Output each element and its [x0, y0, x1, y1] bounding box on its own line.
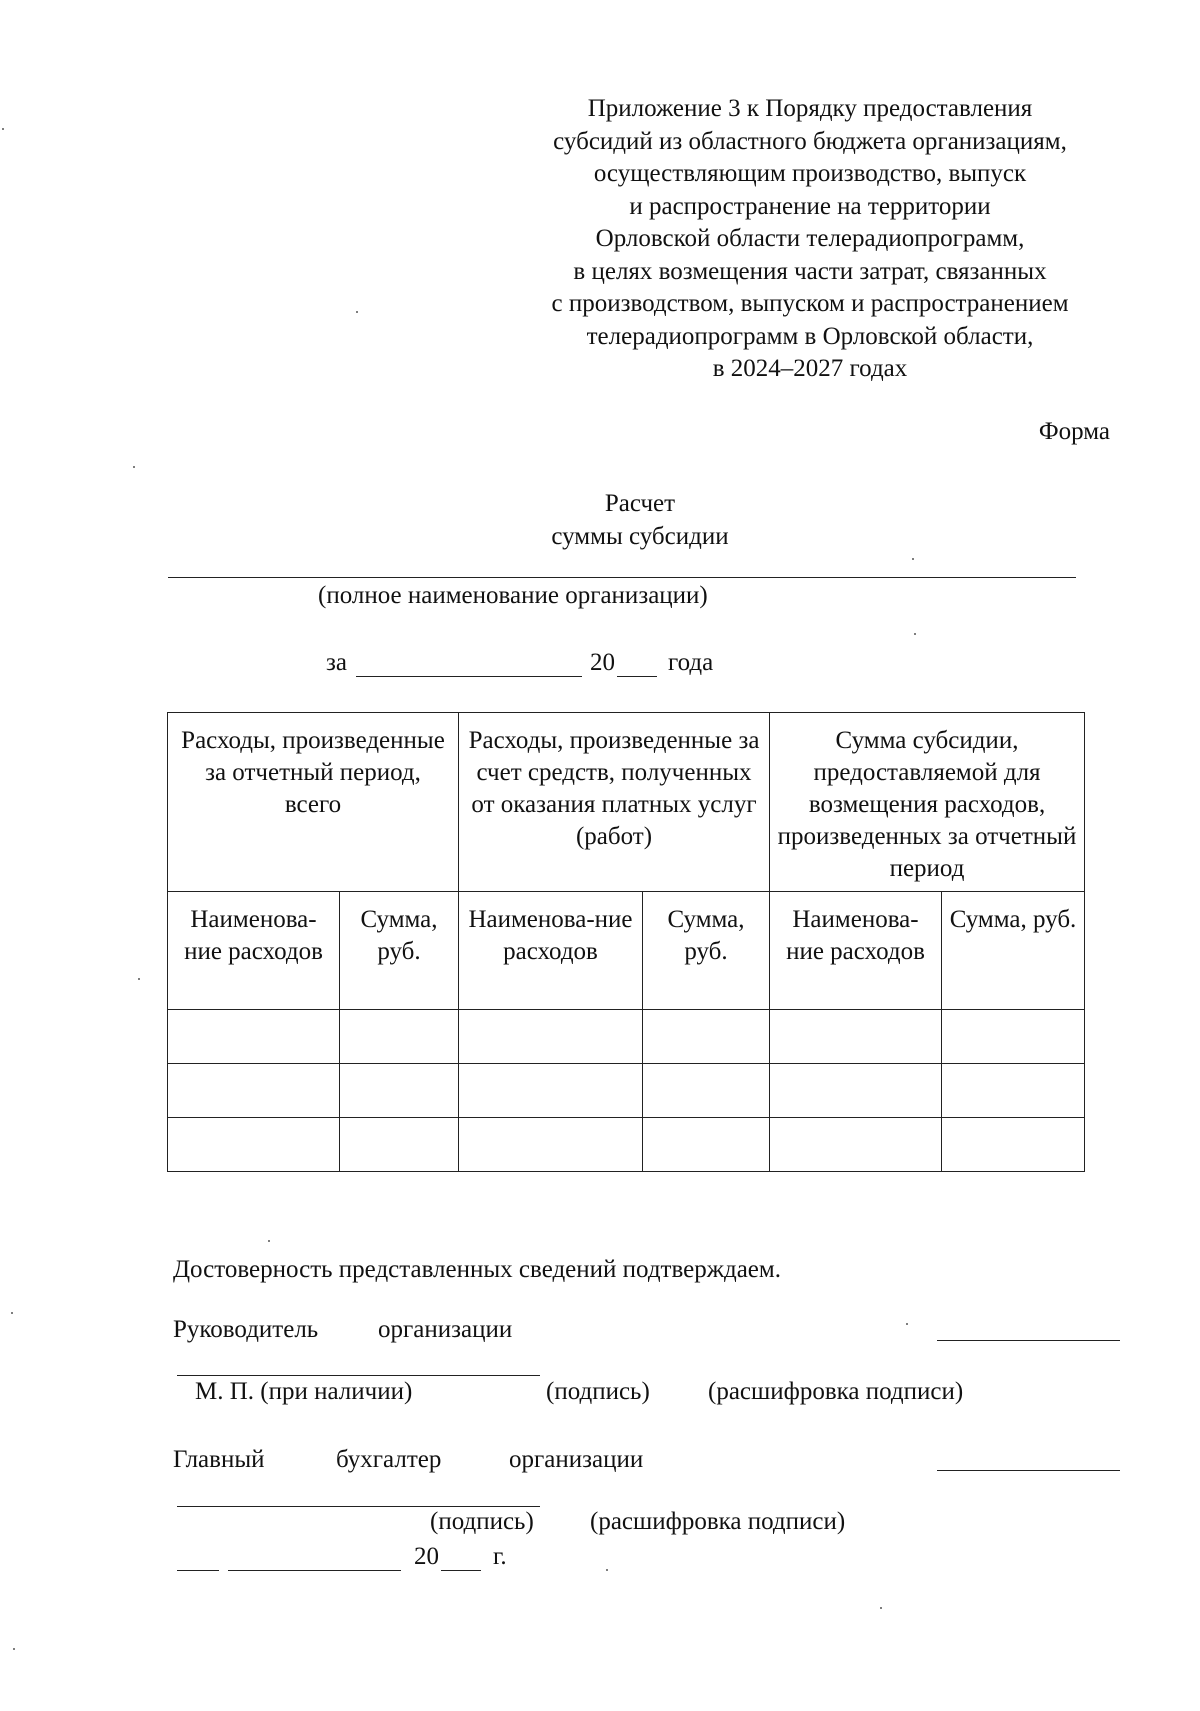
scan-speck	[880, 1607, 882, 1609]
scan-speck	[133, 466, 135, 468]
period-blank-line[interactable]	[356, 676, 582, 677]
head-decoding-caption: (расшифровка подписи)	[708, 1378, 964, 1405]
table-cell[interactable]	[168, 1064, 340, 1118]
annex-line: осуществляющим производство, выпуск	[593, 160, 1027, 187]
subheader-cell: Наименова-ние расходов	[459, 892, 643, 1010]
table-cell[interactable]	[770, 1118, 942, 1172]
table-row	[168, 1010, 1085, 1064]
subheader-cell: Наименова-ние расходов	[168, 892, 340, 1010]
table-cell[interactable]	[643, 1064, 770, 1118]
accountant-word-2: бухгалтер	[336, 1446, 442, 1473]
date-year-prefix: 20	[414, 1543, 439, 1570]
table-cell[interactable]	[942, 1118, 1085, 1172]
table-cell[interactable]	[942, 1064, 1085, 1118]
table-cell[interactable]	[340, 1010, 459, 1064]
table-cell[interactable]	[770, 1064, 942, 1118]
date-suffix: г.	[493, 1543, 507, 1570]
scan-speck	[11, 1312, 13, 1314]
accountant-decoding-line[interactable]	[177, 1506, 540, 1507]
annex-line: в 2024–2027 годах	[712, 355, 908, 382]
head-signature-caption: (подпись)	[546, 1378, 650, 1405]
date-year-line[interactable]	[441, 1570, 481, 1571]
head-word-2: организации	[378, 1316, 513, 1343]
subheader-cell: Сумма, руб.	[942, 892, 1085, 1010]
calculation-table	[167, 712, 1085, 1172]
title-line-2: суммы субсидии	[551, 523, 729, 550]
scan-speck	[356, 311, 358, 313]
subheader-cell: Наименова-ние расходов	[770, 892, 942, 1010]
period-za: за	[326, 649, 347, 676]
scan-speck	[2, 128, 4, 130]
annex-line: и распространение на территории	[629, 192, 991, 220]
accountant-decoding-caption: (расшифровка подписи)	[590, 1508, 846, 1535]
annex-header	[510, 93, 1110, 386]
scan-speck	[606, 1569, 608, 1571]
head-decoding-line[interactable]	[177, 1375, 540, 1376]
document-title	[430, 487, 850, 553]
accountant-signature-line[interactable]	[937, 1470, 1120, 1471]
annex-line: телерадиопрограмм в Орловской области,	[586, 322, 1034, 350]
annex-line: Приложение 3 к Порядку предоставления	[587, 95, 1033, 122]
scan-speck	[906, 1323, 908, 1325]
accountant-word-3: организации	[509, 1446, 644, 1473]
head-word-1: Руководитель	[173, 1316, 319, 1343]
period-year-blank[interactable]	[617, 676, 657, 677]
table-row	[168, 1064, 1085, 1118]
date-day-line[interactable]	[177, 1570, 219, 1571]
period-year-suffix: года	[668, 649, 714, 676]
annex-line: субсидий из областного бюджета организациям,	[553, 127, 1067, 155]
date-month-line[interactable]	[228, 1570, 401, 1571]
org-name-caption: (полное наименование организации)	[318, 582, 708, 609]
confirmation-text: Достоверность представленных сведений подтверждаем.	[173, 1256, 781, 1283]
header-total-expenses: Расходы, произведенные за отчетный период, всего	[168, 713, 459, 892]
annex-line: с производством, выпуском и распространением	[551, 290, 1069, 317]
table-cell[interactable]	[770, 1010, 942, 1064]
subheader-cell: Сумма, руб.	[643, 892, 770, 1010]
head-stamp-label: М. П. (при наличии)	[195, 1378, 413, 1405]
table-cell[interactable]	[340, 1064, 459, 1118]
table-cell[interactable]	[168, 1118, 340, 1172]
title-line-1: Расчет	[604, 490, 676, 517]
header-paid-services-expenses: Расходы, произведенные за счет средств, полученных от оказания платных услуг (работ)	[459, 713, 770, 892]
org-name-line[interactable]	[168, 577, 1076, 578]
scan-speck	[138, 978, 140, 980]
table-row	[168, 1118, 1085, 1172]
table-cell[interactable]	[168, 1010, 340, 1064]
scan-speck	[268, 1240, 270, 1242]
scan-speck	[914, 633, 916, 635]
table-subheader-row	[168, 892, 1085, 1010]
form-label: Форма	[1038, 418, 1110, 445]
subheader-cell: Сумма, руб.	[340, 892, 459, 1010]
table-cell[interactable]	[643, 1010, 770, 1064]
annex-line: Орловской области телерадиопрограмм,	[595, 225, 1025, 252]
table-cell[interactable]	[643, 1118, 770, 1172]
table-cell[interactable]	[459, 1118, 643, 1172]
head-signature-line[interactable]	[937, 1340, 1120, 1341]
table-cell[interactable]	[942, 1010, 1085, 1064]
annex-line: в целях возмещения части затрат, связанных	[573, 257, 1047, 285]
table-header-row	[168, 713, 1085, 892]
period-year-prefix: 20	[590, 649, 615, 676]
table-cell[interactable]	[340, 1118, 459, 1172]
header-subsidy-amount: Сумма субсидии, предоставляемой для возмещения расходов, произведенных за отчетный период	[770, 713, 1085, 892]
scan-speck	[912, 558, 914, 560]
table-cell[interactable]	[459, 1064, 643, 1118]
scan-speck	[13, 1648, 15, 1650]
accountant-word-1: Главный	[173, 1446, 265, 1473]
accountant-signature-caption: (подпись)	[430, 1508, 534, 1535]
table-cell[interactable]	[459, 1010, 643, 1064]
